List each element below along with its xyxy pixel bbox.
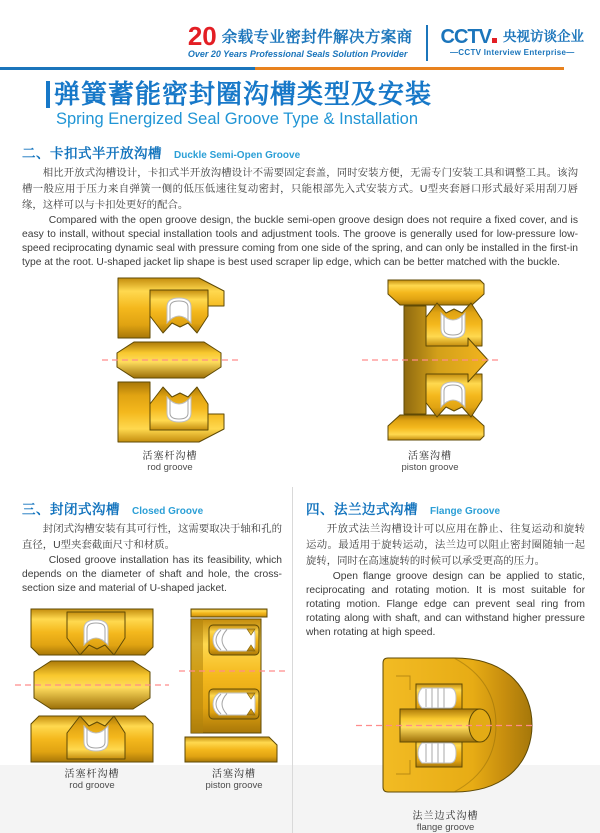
flange-heading-cn: 四、法兰边式沟槽 (306, 501, 418, 517)
figure-caption-cn: 活塞沟槽 (212, 769, 256, 781)
figure-caption-en: rod groove (147, 461, 193, 473)
rod-groove-closed-illustration (17, 609, 167, 762)
piston-groove-closed-illustration (181, 609, 287, 762)
figure-piston-groove-semi-open (364, 276, 496, 473)
slogan-en: Over 20 Years Professional Seals Solution Provider (187, 49, 408, 59)
figure-flange-groove (306, 646, 585, 833)
cctv-en: —CCTV Interview Enterprise— (449, 48, 575, 57)
page-header (0, 0, 600, 61)
flange-groove-illustration (356, 646, 536, 804)
closed-heading-en: Closed Groove (132, 505, 204, 517)
figure-rod-groove-closed (17, 609, 167, 791)
cctv-logo: CCTV (441, 29, 497, 45)
closed-body-en: Closed groove installation has its feasibility, which depends on the diameter of shaft and hole, the cross-section size and material of U-shaped jacket. (22, 555, 282, 595)
semi-open-body-cn: 相比开放式沟槽设计，卡扣式半开放沟槽设计不需要固定套盖，同时安装方便，无需专门安装工具和调整工具。该沟槽一般应用于压力来自弹簧一侧的低压低速往复动密封，只能根部先入式安装方式。U型夹套唇口形式最好采用刮刀唇缘，这样可以与卡扣处更好的配合。 (22, 167, 578, 211)
flange-body-cn: 开放式法兰沟槽设计可以应用在静止、往复运动和旋转运动。最适用于旋转运动，法兰边可以阻止密封圈随轴一起旋转，同时在高速旋转的时候可以承受更高的压力。 (306, 523, 585, 568)
semi-open-heading-en: Duckle Semi-Open Groove (174, 149, 301, 161)
figure-caption-en: piston groove (205, 780, 263, 792)
figure-caption-cn: 活塞沟槽 (408, 450, 452, 462)
figure-caption-cn: 活塞杆沟槽 (142, 450, 198, 462)
two-column-area (0, 485, 600, 833)
slogan-cn: 余载专业密封件解决方案商 (221, 29, 413, 46)
cctv-dot-icon (492, 38, 497, 43)
figure-caption-en: flange groove (416, 822, 475, 833)
closed-heading-cn: 三、封闭式沟槽 (22, 501, 120, 517)
figure-rod-groove-semi-open (104, 276, 236, 473)
section-semi-open (0, 142, 600, 473)
semi-open-heading-cn: 二、卡扣式半开放沟槽 (22, 145, 162, 161)
closed-body-cn: 封闭式沟槽安装有其可行性，这需要取决于轴和孔的直径，U型夹套截面尺寸和材质。 (22, 523, 282, 552)
flange-heading-en: Flange Groove (430, 505, 501, 517)
header-rule (0, 67, 600, 70)
title-block (0, 81, 600, 129)
page-title-en: Spring Energized Seal Groove Type & Installation (56, 109, 418, 128)
slogan-block (187, 20, 413, 59)
section-closed (0, 485, 292, 833)
rod-groove-semi-open-illustration (104, 276, 236, 444)
flange-body-en: Open flange groove design can be applied to static, reciprocating and rotating motion. It is most suitable for rotating motion. Flange edge can prevent seal ring from rotating along with shaft, and can withstand higher pressure when rotating at high speed. (306, 571, 585, 639)
cctv-cn: 央视访谈企业 (503, 29, 584, 44)
header-divider (426, 25, 428, 61)
figure-caption-cn: 法兰边式沟槽 (412, 811, 479, 823)
piston-groove-semi-open-illustration (364, 276, 496, 444)
section-flange (293, 485, 599, 833)
years-number: 20 (187, 20, 217, 51)
cctv-block (441, 25, 584, 57)
semi-open-body-en: Compared with the open groove design, the buckle semi-open groove design does not require a fixed cover, and is easy to install, without special installation tools and adjustment tools. The groove is generally used for low-pressure low-speed reciprocating dynamic seal with pressure coming from one side of the spring, and can only be installed in the first-in type at the root. U-shaped jacket lip shape is best used scraper lip edge, which can be better matched with the buckle. (22, 214, 578, 268)
figure-caption-cn: 活塞杆沟槽 (64, 769, 120, 781)
figure-caption-en: rod groove (69, 780, 115, 792)
page-title-cn: 弹簧蓄能密封圈沟槽类型及安装 (46, 81, 600, 108)
figure-piston-groove-closed (181, 609, 287, 791)
figure-caption-en: piston groove (401, 461, 459, 473)
